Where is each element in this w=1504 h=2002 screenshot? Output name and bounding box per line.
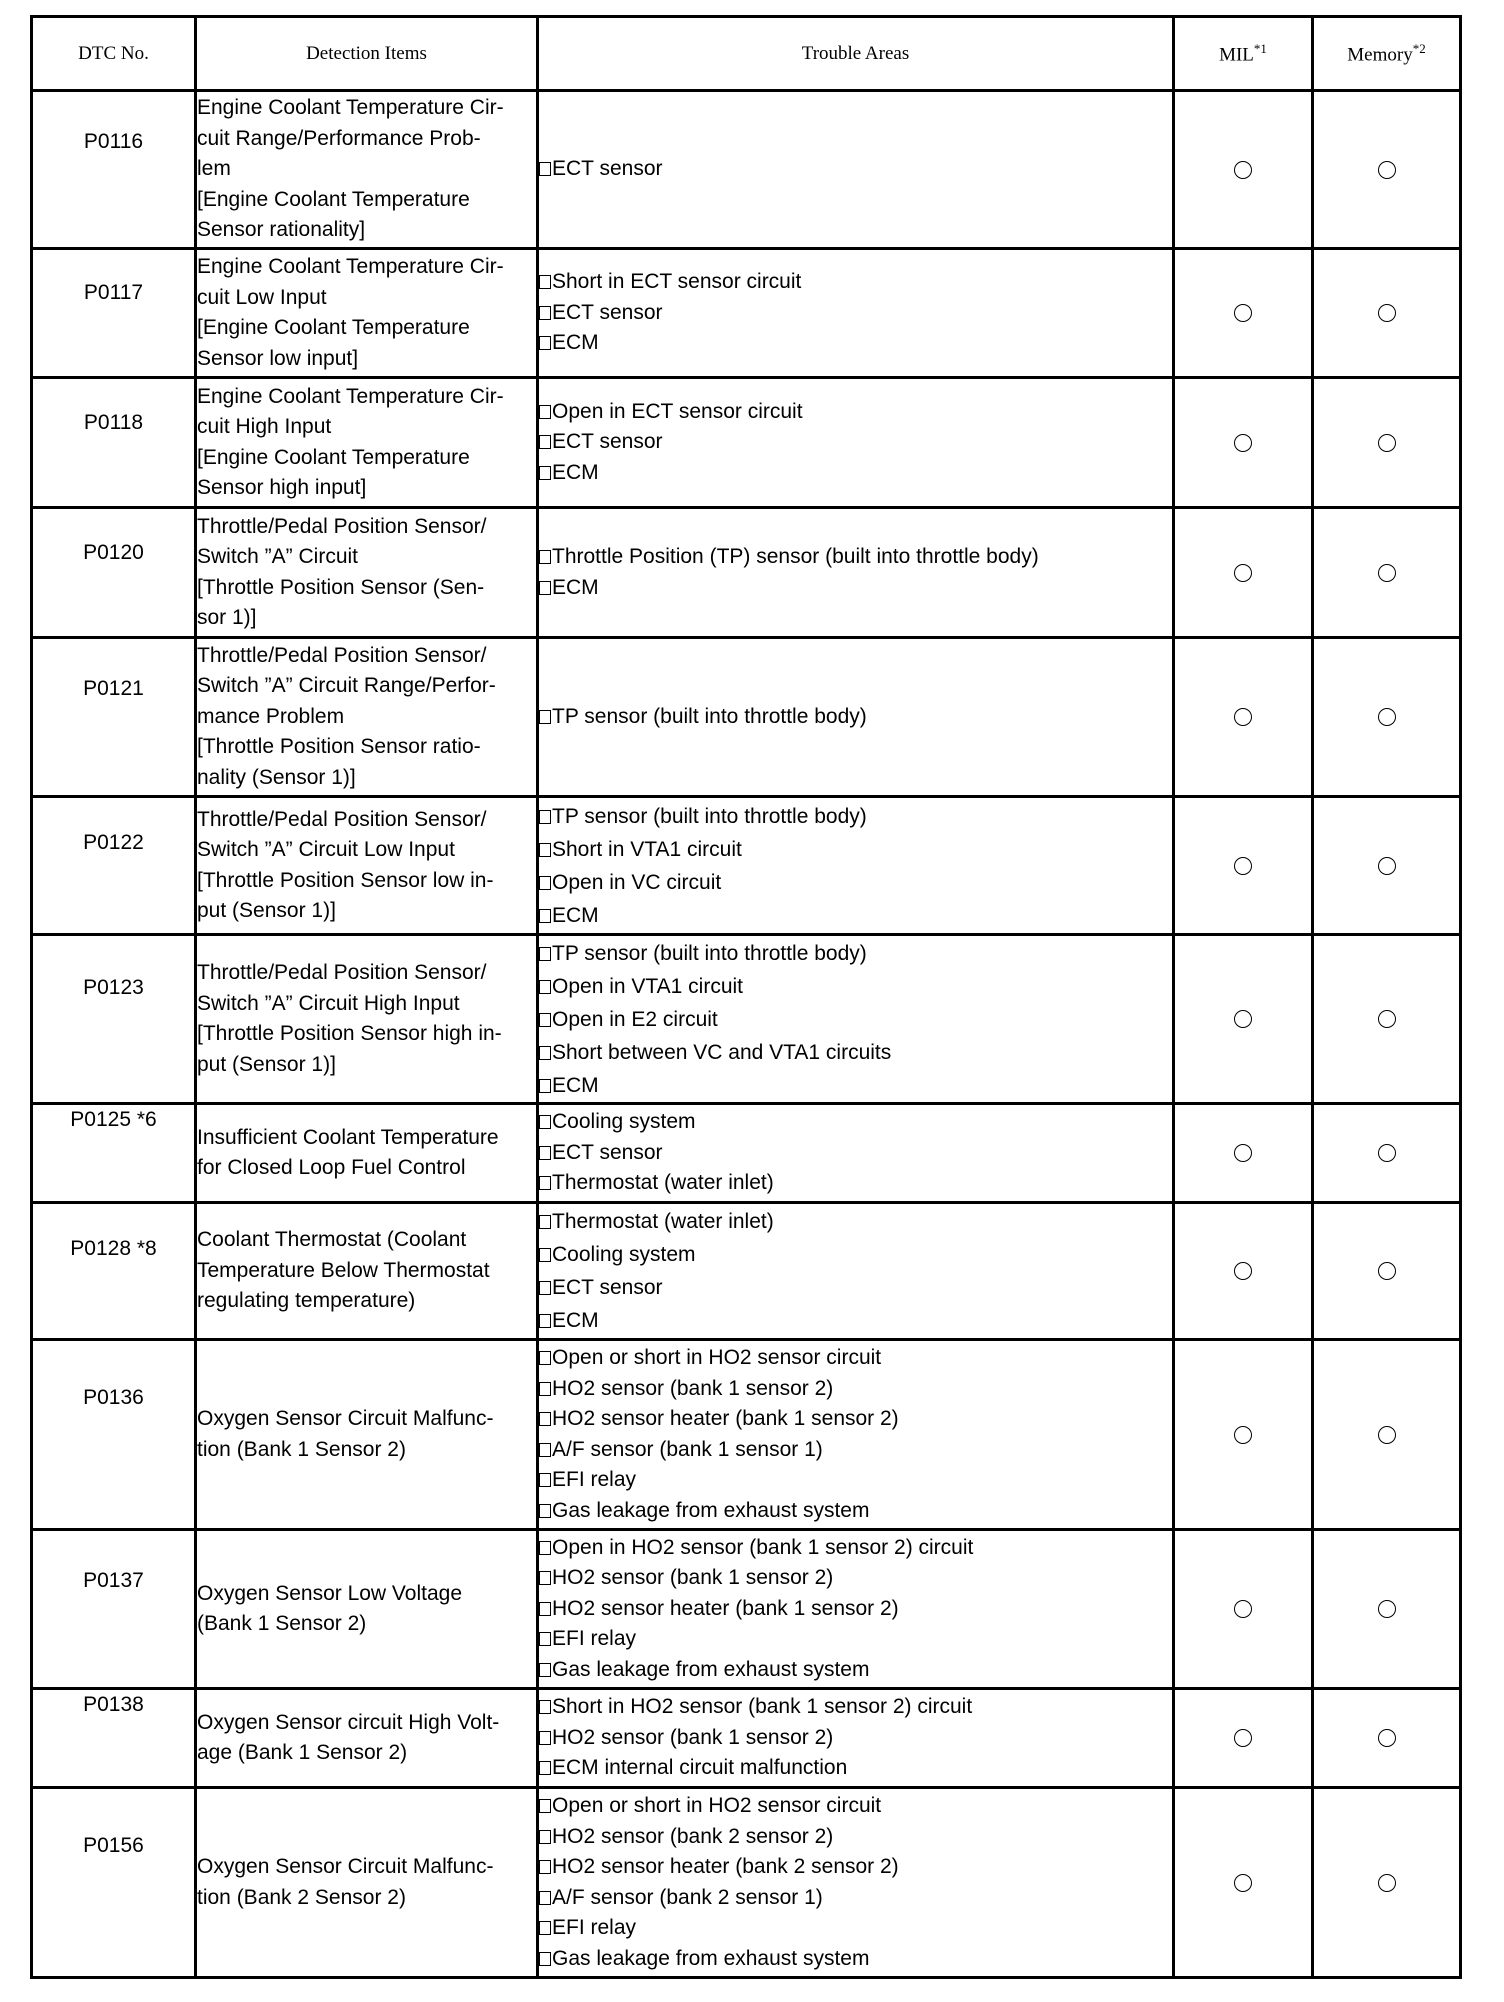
bullet-box-icon [539,710,551,724]
trouble-area-item [539,1594,1172,1625]
bullet-box-icon [539,1079,551,1093]
detection-items-cell [196,1689,538,1788]
bullet-box-icon [539,947,551,961]
memory-cell [1313,378,1461,508]
table-row [32,1689,1461,1788]
bullet-box-icon [539,1731,551,1745]
trouble-area-text: Open in E2 circuit [552,1007,718,1031]
mil-circle-icon [1234,434,1252,452]
trouble-area-text: ECT sensor [552,300,663,324]
table-row [32,1530,1461,1689]
table-row [32,91,1461,249]
mil-circle-icon [1234,857,1252,875]
trouble-area-item [539,1271,1172,1304]
trouble-area-text: ECM [552,1309,599,1332]
bullet-box-icon [539,1921,551,1935]
trouble-area-item [539,427,1172,458]
trouble-area-item [539,1003,1172,1036]
trouble-area-text: Gas leakage from exhaust system [552,1498,870,1522]
detection-line: nality (Sensor 1)] [197,765,356,789]
trouble-area-item [539,1107,1172,1138]
trouble-areas-cell [538,1340,1174,1530]
trouble-area-text: HO2 sensor (bank 2 sensor 2) [552,1824,834,1848]
trouble-area-text: Short in ECT sensor circuit [552,270,802,294]
mil-circle-icon [1234,564,1252,582]
trouble-area-item [539,1883,1172,1914]
trouble-area-text: Cooling system [552,1110,696,1134]
mil-cell [1174,249,1313,378]
table-row [32,1203,1461,1340]
memory-cell [1313,249,1461,378]
dtc-code-cell: P0125 *6 [32,1104,196,1203]
memory-cell [1313,1689,1461,1788]
mil-circle-icon [1234,161,1252,179]
bullet-box-icon [539,1602,551,1616]
trouble-area-text: HO2 sensor heater (bank 2 sensor 2) [552,1855,899,1878]
bullet-box-icon [539,1952,551,1966]
bullet-box-icon [539,810,551,824]
dtc-code-cell: P0121 [32,638,196,797]
bullet-box-icon [539,1700,551,1714]
trouble-area-item [539,1655,1172,1686]
bullet-box-icon [539,1571,551,1585]
header-dtc-no: DTC No. [32,17,196,91]
dtc-code-cell: P0117 [32,249,196,378]
trouble-area-item [539,1913,1172,1944]
detection-line: Sensor low input] [197,346,359,370]
trouble-area-text: ECT sensor [552,1140,663,1164]
trouble-area-text: ECM internal circuit malfunction [552,1756,848,1780]
header-detection-items: Detection Items [196,17,538,91]
bullet-box-icon [539,550,551,564]
detection-line: sor 1)] [197,606,257,629]
detection-items-cell [196,508,538,638]
trouble-area-item [539,800,1172,833]
bullet-box-icon [539,1891,551,1905]
trouble-area-text: TP sensor (built into throttle body) [552,704,867,728]
bullet-box-icon [539,1473,551,1487]
bullet-box-icon [539,581,551,595]
detection-items-cell [196,1203,538,1340]
memory-circle-icon [1378,564,1396,582]
trouble-area-item [539,1343,1172,1374]
trouble-area-text: Gas leakage from exhaust system [552,1657,870,1681]
detection-items-cell [196,378,538,508]
memory-circle-icon [1378,708,1396,726]
trouble-area-text: TP sensor (built into throttle body) [552,941,867,965]
detection-line: [Throttle Position Sensor ratio- [197,735,481,759]
bullet-box-icon [539,1146,551,1160]
memory-circle-icon [1378,1600,1396,1618]
memory-cell [1313,91,1461,249]
trouble-area-text: EFI relay [552,1916,637,1939]
memory-cell [1313,1203,1461,1340]
bullet-box-icon [539,1443,551,1457]
trouble-area-text: Throttle Position (TP) sensor (built into throttle body) [552,545,1039,568]
detection-items-cell [196,1340,538,1530]
trouble-area-item [539,1168,1172,1199]
trouble-area-item [539,937,1172,970]
dtc-code-cell: P0136 [32,1340,196,1530]
table-row [32,378,1461,508]
mil-cell [1174,91,1313,249]
detection-line: put (Sensor 1)] [197,899,336,922]
detection-line: [Engine Coolant Temperature [197,316,470,339]
mil-cell [1174,508,1313,638]
mil-cell [1174,638,1313,797]
mil-circle-icon [1234,1729,1252,1747]
trouble-area-item [539,899,1172,932]
trouble-area-text: Open or short in HO2 sensor circuit [552,1346,882,1369]
dtc-code-cell: P0128 *8 [32,1203,196,1340]
dtc-code-cell: P0137 [32,1530,196,1689]
mil-circle-icon [1234,708,1252,726]
bullet-box-icon [539,336,551,350]
memory-circle-icon [1378,161,1396,179]
memory-circle-icon [1378,1426,1396,1444]
mil-cell [1174,1788,1313,1978]
trouble-area-text: HO2 sensor heater (bank 1 sensor 2) [552,1407,899,1430]
detection-line: Throttle/Pedal Position Sensor/ [197,643,487,667]
detection-line: Insufficient Coolant Temperature [197,1125,499,1149]
detection-items-cell [196,638,538,797]
trouble-area-item [539,1404,1172,1435]
detection-line: tion (Bank 2 Sensor 2) [197,1885,406,1909]
bullet-box-icon [539,876,551,890]
mil-cell [1174,1203,1313,1340]
header-trouble-areas: Trouble Areas [538,17,1174,91]
trouble-area-text: TP sensor (built into throttle body) [552,804,867,828]
bullet-box-icon [539,1632,551,1646]
bullet-box-icon [539,1799,551,1813]
bullet-box-icon [539,1281,551,1295]
trouble-area-item [539,573,1172,604]
trouble-areas-cell [538,1530,1174,1689]
detection-line: cuit Low Input [197,285,327,309]
memory-circle-icon [1378,1729,1396,1747]
trouble-area-text: Short in HO2 sensor (bank 1 sensor 2) circuit [552,1695,973,1719]
dtc-code-cell: P0138 [32,1689,196,1788]
trouble-area-item [539,1138,1172,1169]
detection-line: age (Bank 1 Sensor 2) [197,1741,408,1764]
table-row [32,508,1461,638]
trouble-area-text: ECM [552,331,599,355]
memory-circle-icon [1378,857,1396,875]
detection-line: Switch ”A” Circuit High Input [197,991,460,1015]
header-memory: Memory$^{*2}$ [1313,17,1461,91]
dtc-table [30,15,1462,1979]
bullet-box-icon [539,1830,551,1844]
trouble-areas-cell [538,1203,1174,1340]
detection-line: [Throttle Position Sensor (Sen- [197,575,485,599]
trouble-area-text: HO2 sensor (bank 1 sensor 2) [552,1376,834,1400]
trouble-area-text: Short between VC and VTA1 circuits [552,1040,892,1064]
trouble-area-item [539,1852,1172,1883]
mil-circle-icon [1234,1010,1252,1028]
memory-circle-icon [1378,1010,1396,1028]
trouble-areas-cell [538,508,1174,638]
trouble-areas-cell [538,1689,1174,1788]
bullet-box-icon [539,466,551,480]
trouble-area-text: ECT sensor [552,430,663,454]
bullet-box-icon [539,1314,551,1328]
trouble-area-item [539,970,1172,1003]
bullet-box-icon [539,1860,551,1874]
bullet-box-icon [539,1215,551,1229]
detection-items-cell [196,1104,538,1203]
detection-line: [Throttle Position Sensor low in- [197,868,494,892]
trouble-area-text: HO2 sensor (bank 1 sensor 2) [552,1566,834,1590]
trouble-area-text: ECM [552,460,599,484]
trouble-area-item [539,1723,1172,1754]
bullet-box-icon [539,1412,551,1426]
trouble-areas-cell [538,91,1174,249]
bullet-box-icon [539,1115,551,1129]
bullet-box-icon [539,1351,551,1365]
trouble-area-item [539,833,1172,866]
detection-items-cell [196,1530,538,1689]
dtc-code-cell: P0116 [32,91,196,249]
trouble-area-text: ECM [552,1073,599,1097]
memory-cell [1313,1340,1461,1530]
detection-line: lem [197,157,231,181]
trouble-area-item [539,328,1172,359]
bullet-box-icon [539,1248,551,1262]
trouble-area-item [539,458,1172,489]
trouble-area-text: Open in ECT sensor circuit [552,399,803,423]
detection-line: Coolant Thermostat (Coolant [197,1228,467,1252]
mil-cell [1174,1104,1313,1203]
mil-circle-icon [1234,1874,1252,1892]
trouble-area-item [539,1753,1172,1784]
detection-line: [Throttle Position Sensor high in- [197,1022,502,1045]
trouble-area-item [539,702,1172,733]
trouble-area-text: Open or short in HO2 sensor circuit [552,1794,882,1817]
trouble-area-text: Open in HO2 sensor (bank 1 sensor 2) circuit [552,1535,974,1559]
trouble-area-item [539,1624,1172,1655]
memory-circle-icon [1378,1144,1396,1162]
table-row [32,1104,1461,1203]
memory-circle-icon [1378,1874,1396,1892]
bullet-box-icon [539,909,551,923]
detection-line: Switch ”A” Circuit Range/Perfor- [197,674,496,698]
dtc-code-cell: P0118 [32,378,196,508]
table-row [32,249,1461,378]
detection-line: Throttle/Pedal Position Sensor/ [197,961,487,984]
trouble-area-item [539,1791,1172,1822]
trouble-area-item [539,1304,1172,1337]
trouble-areas-cell [538,797,1174,935]
detection-line: for Closed Loop Fuel Control [197,1156,466,1179]
detection-line: cuit Range/Performance Prob- [197,126,481,150]
bullet-box-icon [539,405,551,419]
trouble-area-item [539,1944,1172,1975]
trouble-area-text: EFI relay [552,1468,637,1491]
trouble-areas-cell [538,378,1174,508]
mil-cell [1174,935,1313,1104]
bullet-box-icon [539,1176,551,1190]
mil-cell [1174,1340,1313,1530]
table-row [32,638,1461,797]
trouble-area-text: Thermostat (water inlet) [552,1171,774,1195]
bullet-box-icon [539,435,551,449]
mil-circle-icon [1234,304,1252,322]
trouble-area-text: Open in VTA1 circuit [552,974,744,998]
bullet-box-icon [539,306,551,320]
mil-cell [1174,378,1313,508]
trouble-area-item [539,154,1172,185]
memory-cell [1313,797,1461,935]
memory-cell [1313,935,1461,1104]
detection-line: Switch ”A” Circuit Low Input [197,838,455,861]
bullet-box-icon [539,1382,551,1396]
trouble-area-text: A/F sensor (bank 1 sensor 1) [552,1437,823,1461]
trouble-area-item [539,1496,1172,1527]
detection-line: mance Problem [197,704,345,728]
memory-circle-icon [1378,1262,1396,1280]
trouble-area-text: ECM [552,575,599,599]
memory-circle-icon [1378,434,1396,452]
table-row [32,935,1461,1104]
trouble-area-text: EFI relay [552,1627,637,1651]
trouble-area-item [539,298,1172,329]
detection-line: tion (Bank 1 Sensor 2) [197,1437,406,1461]
bullet-box-icon [539,843,551,857]
bullet-box-icon [539,162,551,176]
trouble-area-text: HO2 sensor heater (bank 1 sensor 2) [552,1596,899,1620]
trouble-area-item [539,1238,1172,1271]
detection-line: put (Sensor 1)] [197,1052,336,1076]
mil-circle-icon [1234,1426,1252,1444]
memory-cell [1313,1530,1461,1689]
detection-line: Sensor high input] [197,476,367,499]
detection-line: (Bank 1 Sensor 2) [197,1612,367,1635]
trouble-area-text: ECT sensor [552,157,663,181]
memory-cell [1313,1104,1461,1203]
mil-circle-icon [1234,1262,1252,1280]
table-row [32,1788,1461,1978]
detection-line: regulating temperature) [197,1289,416,1313]
trouble-areas-cell [538,1104,1174,1203]
trouble-areas-cell [538,249,1174,378]
detection-line: Oxygen Sensor Low Voltage [197,1581,463,1605]
dtc-code-cell: P0123 [32,935,196,1104]
detection-items-cell [196,249,538,378]
bullet-box-icon [539,1541,551,1555]
bullet-box-icon [539,275,551,289]
table-body [32,91,1461,1978]
trouble-area-item [539,1822,1172,1853]
trouble-area-item [539,866,1172,899]
detection-line: Engine Coolant Temperature Cir- [197,255,504,278]
trouble-area-item [539,1692,1172,1723]
detection-line: Engine Coolant Temperature Cir- [197,96,504,120]
trouble-area-item [539,1205,1172,1238]
detection-line: [Engine Coolant Temperature [197,445,470,469]
trouble-area-item [539,1435,1172,1466]
trouble-area-text: Gas leakage from exhaust system [552,1946,870,1970]
detection-items-cell [196,91,538,249]
bullet-box-icon [539,1761,551,1775]
trouble-area-text: Open in VC circuit [552,870,722,894]
trouble-areas-cell [538,638,1174,797]
trouble-area-item [539,542,1172,573]
detection-line: Oxygen Sensor Circuit Malfunc- [197,1855,494,1878]
trouble-area-item [539,267,1172,298]
detection-line: Oxygen Sensor circuit High Volt- [197,1710,500,1734]
mil-cell [1174,1689,1313,1788]
mil-circle-icon [1234,1144,1252,1162]
trouble-area-text: ECM [552,903,599,927]
trouble-area-text: A/F sensor (bank 2 sensor 1) [552,1885,823,1909]
bullet-box-icon [539,1046,551,1060]
trouble-areas-cell [538,935,1174,1104]
header-mil: MIL$^{*1}$ [1174,17,1313,91]
bullet-box-icon [539,1013,551,1027]
trouble-area-item [539,1036,1172,1069]
detection-line: Temperature Below Thermostat [197,1258,490,1282]
dtc-code-cell: P0120 [32,508,196,638]
trouble-area-item [539,1563,1172,1594]
trouble-area-text: HO2 sensor (bank 1 sensor 2) [552,1725,834,1749]
detection-items-cell [196,935,538,1104]
table-row [32,1340,1461,1530]
trouble-area-text: ECT sensor [552,1276,663,1299]
mil-cell [1174,1530,1313,1689]
bullet-box-icon [539,980,551,994]
trouble-area-item [539,397,1172,428]
bullet-box-icon [539,1663,551,1677]
dtc-code-cell: P0156 [32,1788,196,1978]
trouble-area-item [539,1374,1172,1405]
dtc-code-cell: P0122 [32,797,196,935]
trouble-area-text: Short in VTA1 circuit [552,837,742,861]
detection-line: Oxygen Sensor Circuit Malfunc- [197,1407,494,1430]
trouble-area-item [539,1465,1172,1496]
memory-circle-icon [1378,304,1396,322]
trouble-area-text: Thermostat (water inlet) [552,1210,774,1233]
mil-cell [1174,797,1313,935]
memory-cell [1313,508,1461,638]
detection-line: [Engine Coolant Temperature [197,187,470,211]
bullet-box-icon [539,1504,551,1518]
trouble-area-text: Cooling system [552,1243,696,1266]
trouble-area-item [539,1069,1172,1102]
table-row [32,797,1461,935]
detection-line: cuit High Input [197,415,332,438]
trouble-area-item [539,1533,1172,1564]
detection-line: Engine Coolant Temperature Cir- [197,384,504,408]
detection-items-cell [196,797,538,935]
mil-circle-icon [1234,1600,1252,1618]
detection-line: Throttle/Pedal Position Sensor/ [197,514,487,538]
detection-items-cell [196,1788,538,1978]
detection-line: Throttle/Pedal Position Sensor/ [197,807,487,831]
detection-line: Sensor rationality] [197,218,366,242]
trouble-areas-cell [538,1788,1174,1978]
detection-line: Switch ”A” Circuit [197,545,359,568]
memory-cell [1313,638,1461,797]
header-row [32,17,1461,91]
memory-cell [1313,1788,1461,1978]
